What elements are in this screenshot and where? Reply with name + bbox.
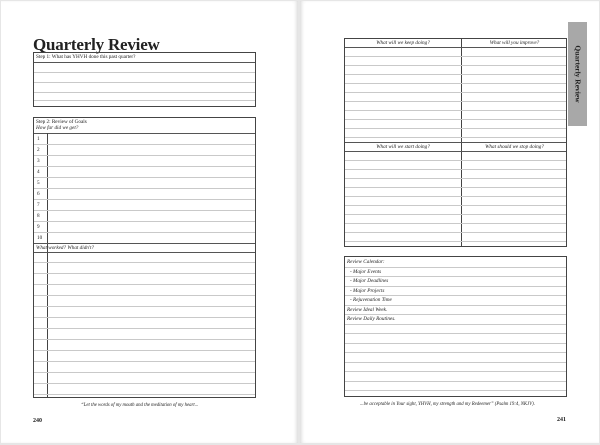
ruled-line	[34, 350, 255, 351]
left-page	[1, 1, 298, 443]
ruled-line	[345, 101, 566, 102]
ruled-line	[34, 372, 255, 373]
goal-number: 2	[37, 147, 40, 153]
ruled-line	[345, 178, 566, 179]
goal-number: 4	[37, 169, 40, 175]
goal-number: 6	[37, 191, 40, 197]
ruled-line	[34, 284, 255, 285]
ruled-line	[345, 56, 566, 57]
review-box	[344, 256, 567, 397]
review-item: - Rejuvenation Time	[350, 297, 392, 303]
goal-number: 9	[37, 224, 40, 230]
ruled-line	[34, 262, 255, 263]
ruled-line	[345, 333, 566, 334]
ruled-line	[34, 273, 255, 274]
ruled-line	[34, 210, 255, 211]
ruled-line	[34, 177, 255, 178]
ruled-line	[345, 267, 566, 268]
reflection-grid	[344, 38, 567, 247]
ruled-line	[34, 199, 255, 200]
start-doing-header: What will we start doing?	[376, 144, 430, 150]
step2-subtitle: How far did we get?	[36, 125, 79, 131]
ruled-line	[345, 314, 566, 315]
ruled-line	[345, 286, 566, 287]
goal-number: 8	[37, 213, 40, 219]
ruled-line	[34, 328, 255, 329]
ruled-line	[34, 232, 255, 233]
step2-label: Step 2: Review of Goals	[36, 119, 87, 125]
page-number-right: 241	[557, 417, 566, 423]
ruled-line	[34, 394, 255, 395]
ruled-line	[345, 390, 566, 391]
review-item: Review Calendar:	[347, 259, 385, 265]
footer-quote-right: ...be acceptable in Your sight, YHVH, my strength and my Redeemer” (Psalm 19:4, NKJV).	[360, 402, 535, 407]
stop-doing-header: What should we stop doing?	[485, 144, 544, 150]
ruled-line	[345, 295, 566, 296]
ruled-line	[345, 187, 566, 188]
section-tab[interactable]	[568, 22, 587, 126]
ruled-line	[345, 65, 566, 66]
ruled-line	[345, 160, 566, 161]
ruled-line	[34, 317, 255, 318]
goal-number: 3	[37, 158, 40, 164]
footer-quote: “Let the words of my mouth and the meditation of my heart...	[81, 403, 199, 408]
ruled-line	[34, 188, 255, 189]
ruled-line	[34, 221, 255, 222]
ruled-line	[345, 74, 566, 75]
ruled-line	[34, 144, 255, 145]
ruled-line	[345, 381, 566, 382]
ruled-line	[345, 119, 566, 120]
page-number: 240	[33, 418, 42, 424]
step1-label: Step 1: What has YHVH done this past quarter?	[36, 54, 136, 60]
step1-box	[33, 52, 256, 107]
goal-number: 7	[37, 202, 40, 208]
ruled-line	[345, 305, 566, 306]
review-item: Review Daily Routines.	[347, 316, 396, 322]
ruled-line	[345, 110, 566, 111]
review-item: - Major Projects	[350, 287, 385, 294]
ruled-line	[345, 196, 566, 197]
ruled-line	[345, 324, 566, 325]
ruled-line	[345, 223, 566, 224]
ruled-line	[34, 295, 255, 296]
section-tab-label: Quarterly Review	[573, 45, 582, 103]
ruled-line	[345, 83, 566, 84]
ruled-line	[345, 128, 566, 129]
ruled-line	[345, 371, 566, 372]
ruled-line	[345, 352, 566, 353]
ruled-line	[34, 155, 255, 156]
ruled-line	[345, 169, 566, 170]
page-title: Quarterly Review	[33, 35, 160, 54]
ruled-line	[34, 361, 255, 362]
goal-number: 1	[37, 136, 40, 142]
step2-box	[33, 117, 256, 398]
ruled-line	[345, 137, 566, 138]
ruled-line	[345, 362, 566, 363]
review-item: - Major Events	[350, 268, 382, 275]
ruled-line	[345, 232, 566, 233]
improve-header: What will you improve?	[489, 40, 540, 46]
number-column-divider	[47, 133, 48, 397]
goal-number: 10	[37, 235, 43, 241]
ruled-line	[345, 241, 566, 242]
ruled-line	[345, 205, 566, 206]
review-item: - Major Deadlines	[350, 278, 389, 284]
ruled-line	[345, 343, 566, 344]
goal-number: 5	[37, 180, 40, 186]
keep-doing-header: What will we keep doing?	[376, 40, 430, 46]
worked-label: What worked? What didn't?	[36, 245, 95, 251]
ruled-line	[34, 166, 255, 167]
ruled-line	[34, 383, 255, 384]
ruled-line	[34, 306, 255, 307]
ruled-line	[345, 276, 566, 277]
ruled-line	[345, 92, 566, 93]
review-item: Review Ideal Week.	[347, 306, 388, 313]
ruled-line	[345, 214, 566, 215]
ruled-line	[34, 339, 255, 340]
